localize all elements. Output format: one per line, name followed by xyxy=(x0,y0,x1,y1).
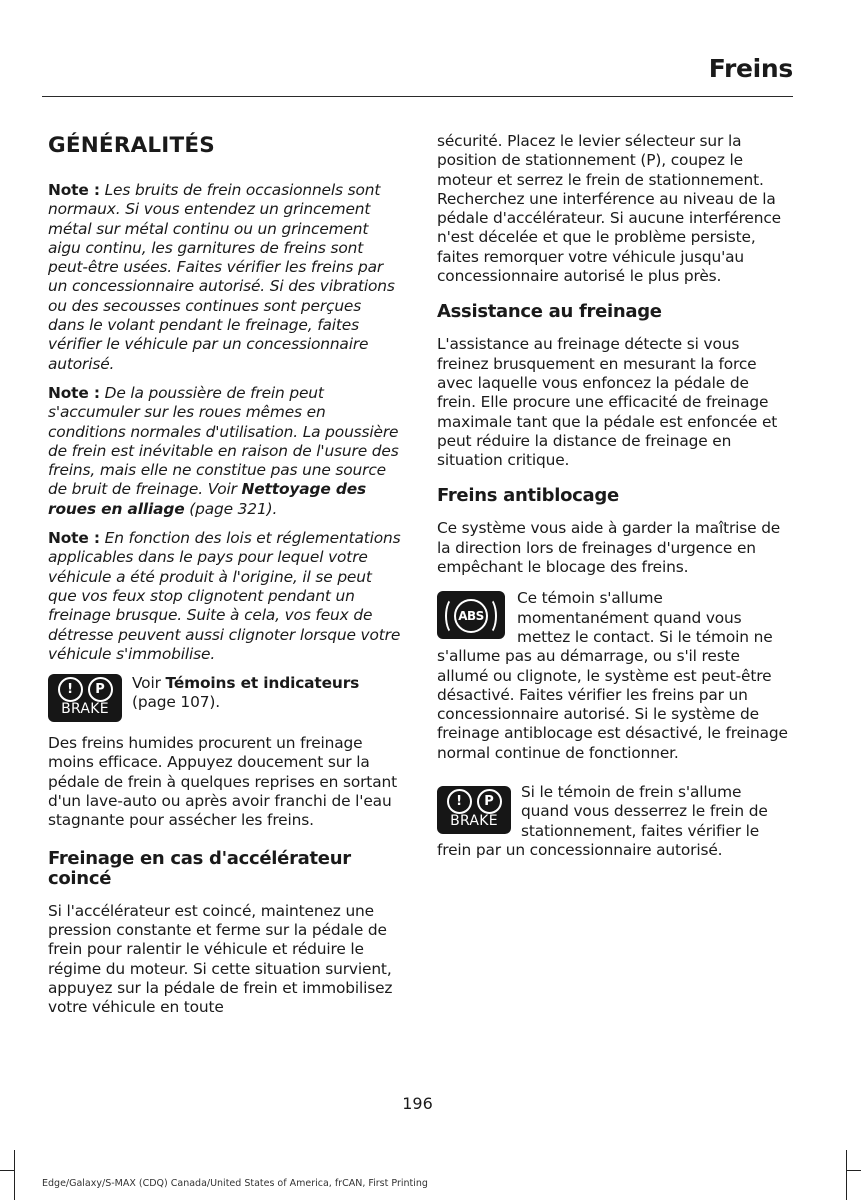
abs-warning-icon xyxy=(437,591,505,639)
note-paragraph xyxy=(48,529,402,664)
header-divider xyxy=(42,96,793,97)
brake-icon-label: BRAKE xyxy=(450,812,498,829)
brake-warning-text: Si le témoin de frein s'allume quand vous desserrez le frein de stationnement, faites vérifier le frein par un concessionnaire autorisé. xyxy=(437,783,768,859)
note-label: Note : xyxy=(48,529,100,548)
brake-icon-label: BRAKE xyxy=(61,700,109,717)
left-column xyxy=(48,127,402,1027)
page-number: 196 xyxy=(402,1094,433,1113)
note-label: Note : xyxy=(48,383,100,402)
subsection-heading: Assistance au freinage xyxy=(437,301,662,323)
edition-footer: Edge/Galaxy/S-MAX (CDQ) Canada/United States of America, frCAN, First Printing xyxy=(42,1178,428,1189)
right-column xyxy=(437,132,791,860)
abs-warning-block xyxy=(437,589,791,763)
brake-warning-icon xyxy=(48,674,122,722)
body-paragraph: sécurité. Placez le levier sélecteur sur la position de stationnement (P), coupez le moteur et serrez le frein de stationnement. Recherchez une interférence au niveau de la pédale d'accélérateur. Si aucune interférence n'est décelée et que le problème persiste, faites remorquer votre véhicule jusqu'au concessionnaire autorisé le plus près. xyxy=(437,132,781,286)
brake-release-block xyxy=(437,783,791,860)
parking-icon: P xyxy=(88,677,113,702)
body-paragraph: Si l'accélérateur est coincé, maintenez une pression constante et ferme sur la pédale de frein pour ralentir le véhicule et réduire le régime du moteur. Si cette situation survient, appuyez sur la pédale de frein et immobilisez votre véhicule en toute xyxy=(48,901,393,1017)
cross-reference-link[interactable]: Témoins et indicateurs xyxy=(165,674,360,693)
note-text: De la poussière de frein peut s'accumuler sur les roues mêmes en conditions normales d'utilisation. La poussière de frein est inévitable en raison de l'usure des freins, mais elle ne constitue pas une source de bruit de freinage. Voir xyxy=(48,383,399,499)
abs-icon-label: ABS xyxy=(454,599,488,633)
exclamation-icon: ! xyxy=(58,677,83,702)
cross-reference-link[interactable]: Nettoyage des roues en alliage xyxy=(48,480,367,518)
crop-mark xyxy=(847,1170,861,1171)
see-prefix: Voir xyxy=(132,674,161,693)
page-reference: (page 107). xyxy=(132,693,220,712)
page-title: Freins xyxy=(708,54,793,83)
parking-icon: P xyxy=(477,789,502,814)
page-reference: (page 321). xyxy=(189,499,278,518)
subsection-heading: Freins antiblocage xyxy=(437,485,619,507)
note-paragraph xyxy=(48,181,402,374)
note-paragraph xyxy=(48,384,402,519)
section-heading: GÉNÉRALITÉS xyxy=(48,133,215,158)
crop-mark xyxy=(14,1150,15,1200)
crop-mark xyxy=(846,1150,847,1200)
body-paragraph: Des freins humides procurent un freinage moins efficace. Appuyez doucement sur la pédale de frein à quelques reprises en sortant d'un lave-auto ou après avoir franchi de l'eau stagnante pour assécher les freins. xyxy=(48,734,397,830)
see-reference xyxy=(132,674,402,713)
abs-right-arc xyxy=(479,597,497,635)
brake-warning-icon xyxy=(437,786,511,834)
body-paragraph: Ce système vous aide à garder la maîtrise de la direction lors de freinages d'urgence en empêchant le blocage des freins. xyxy=(437,519,781,577)
body-paragraph: L'assistance au freinage détecte si vous freinez brusquement en mesurant la force avec laquelle vous enfoncez la pédale de frein. Elle procure une efficacité de freinage maximale tant que la pédale est enfoncée et peut réduire la distance de freinage en situation critique. xyxy=(437,335,778,470)
note-label: Note : xyxy=(48,181,100,199)
abs-warning-text: Ce témoin s'allume momentanément quand vous mettez le contact. Si le témoin ne s'allume pas au démarrage, ou s'il reste allumé ou clignote, le système est peut-être désactivé. Faites vérifier les freins par un concessionnaire autorisé. Si le système de freinage antiblocage est désactivé, le freinage normal continue de fonctionner. xyxy=(437,589,788,762)
exclamation-icon: ! xyxy=(447,789,472,814)
subsection-heading: Freinage en cas d'accélérateur coincé xyxy=(48,847,351,889)
crop-mark xyxy=(0,1170,14,1171)
brake-warning-row xyxy=(48,674,402,722)
note-text: Les bruits de frein occasionnels sont normaux. Si vous entendez un grincement métal sur métal continu ou un grincement aigu continu, les garnitures de freins sont peut-être usées. Faites vérifier les freins par un concessionnaire autorisé. Si des vibrations ou des secousses continues sont perçues dans le volant pendant le freinage, faites vérifier le véhicule par un concessionnaire autorisé. xyxy=(48,181,395,373)
note-text: En fonction des lois et réglementations applicables dans le pays pour lequel votre véhicule a été produit à l'origine, il se peut que vos feux stop clignotent pendant un freinage brusque. Suite à cela, vos feux de détresse peuvent aussi clignoter lorsque votre véhicule s'immobilise. xyxy=(48,529,401,663)
